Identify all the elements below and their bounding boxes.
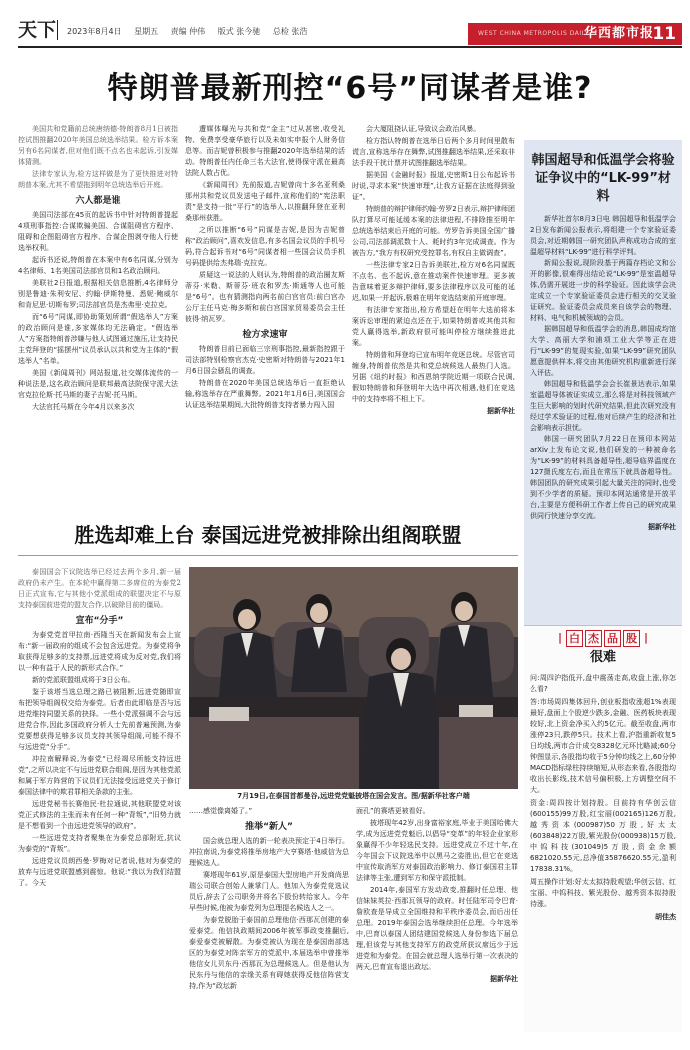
tag-char: 杰 xyxy=(585,630,602,647)
paragraph: 答:市场周四集体回升,创业板指收涨超1%表现最好,盘面上个股逆少跌多,金融、医药板块表现较好,北上资金净买入约5亿元。截至收盘,两市涨停23只,跌停5只。技术上看,沪指重新收复5日均线,两市合计成交8328亿元环比略减;60分钟图显示,各股指均收于5分钟均线之上,60分钟MACD指标绿柱持续缩短,从形态来看,各股指均收出长影线,技术信号偏积极,上方调整空间不大。 xyxy=(530,698,676,794)
paragraph: 会大厦阻挠认证,导致议会政治风暴。 xyxy=(366,125,481,133)
issue-weekday: 星期五 xyxy=(134,27,159,36)
paragraph: 为泰党党首甲拉南·西隆当天在新闻发布会上宣布:“新一届政府的组成不会包含远进党。为泰党将争取获得足够多的支持票,远进党将成为反对党,我们将以一种有益于人民的新形式合作。” xyxy=(18,631,181,672)
article1-lead: 美国共和党籍前总统唐纳德·特朗普8月1日被指控试图推翻2020年美国总统选举结果。检方诉本案另有6名同谋者,但对他们既不点名也未起诉,引发媒体猜测。 xyxy=(18,125,178,166)
paragraph: 远进党议员朗西曼·罗梅对记者说,他对为泰党的放弃与远进党联盟感到震惊。他说:“我以为我们结盟了。今天 xyxy=(18,857,181,887)
parliament-scene xyxy=(189,567,518,789)
article2-byline: 据新华社 xyxy=(490,975,518,983)
paragraph: 特朗普和拜登均已宣布明年竞逐总统。尽管官司缠身,特朗普依然是共和党总统候选人最热门人选。另据《纽约时报》和西恩纳学院近期一项联合民调,假如特朗普和拜登明年大选中再次相遇,他们在竞选中的支持率将不相上下。 xyxy=(352,351,515,403)
article1-byline: 据新华社 xyxy=(487,407,515,415)
article2-lead: 泰国国会下议院选举已经过去两个多月,新一届政府仍未产生。在本轮中赢得第二多席位的为泰党2日正式宣布,它与其他小党派组成的联盟决定不与原支持泰国前进党的盟友合作,以破除目前的僵局。 xyxy=(18,568,181,609)
paragraph: 而“6号”同谋,即协助策划所谓“假选举人”方案的政治顾问是谁,多家媒体均无法确定。“假选举人”方案指特朗普涉嫌与他人试图通过施压,让支持民主党拜登的“摇摆州”议员承认以共和党为主体的“假选举人”名单。 xyxy=(18,313,178,365)
parliament-photo xyxy=(189,567,518,789)
article1-subhead-1: 六人都是谁 xyxy=(75,196,121,206)
paragraph: 起诉书还说,特朗普在本案中有6名同谋,分别为4名律师、1名美国司法部官员和1名政治顾问。 xyxy=(18,256,178,275)
paragraph: 之所以推断“6号”同谋是吉妮,是因为吉妮曾称“政治顾问”,喜欢发信息,有多名国会议员的手机号码,符合起诉书对“6号”同谋者相一些国会议员手机号码提供给杰弗瑞·克拉克。 xyxy=(185,226,345,267)
paragraph: 赛塔现年61岁,原是泰国大型房地产开发商尚思瑞公司联合创始人兼掌门人。他加入为泰党竞选议员后,辞去了公司职务并将名下股份转给家人。今年早些时候,他被为泰党列为总理提名候选人之一。 xyxy=(189,871,349,912)
paragraph: ……感觉像离婚了。” xyxy=(189,807,253,815)
photo-caption: 7月19日,在泰国首都曼谷,远进党党魁披塔在国会发言。图/据新华社客户端 xyxy=(237,792,470,800)
article2-column-1 xyxy=(18,567,181,1037)
stock-column-title: 很难 xyxy=(589,650,616,665)
tag-bracket-icon: | xyxy=(557,631,563,644)
stock-byline: 胡佳杰 xyxy=(655,913,676,921)
paragraph: 特朗普在2020年美国总统选举后一直拒绝认输,称选举存在严重舞弊。2021年1月6日,美国国会认证选举结果期间,大批特朗普支持者暴力闯入国 xyxy=(185,379,345,409)
article1-lead-2: 法律专家认为,检方这样做是为了更快推进对特朗普本案,尤其不希望拖到明年总统选举后开庭。 xyxy=(18,170,178,189)
paragraph: 特朗普的辩护律师约翰·劳罗2日表示,辩护律师团队打算尽可能延缓本案的法律进程,不排除推至明年总统选举结束后开庭的可能。劳罗告诉美国全国广播公司,司法部调派数十人、耗时约3年完成调查。作为被告方,“我方有权研究受控罪名,有权自主做调查”。 xyxy=(352,205,515,257)
paragraph: 遭媒体曝光与共和党“金主”过从甚密,收受礼物、免费享受豪华旅行以及未如实申报个人财务信息等。而吉妮曾积极参与推翻2020年选举结果的活动。特朗普任内任命三名大法官,使得保守派在最高法院人数占优。 xyxy=(185,125,345,177)
paragraph: 资金:周四按计划持股。目前持有华创云信(600155)99万股,红宝丽(002165)126万股,越秀资本(000987)50万股,好太太(603848)22万股,紫光股份(000938)15万股,中钨科技(301049)5万股,资金余额6821020.55元,总净值35876620.55元,盈利17838.31%。 xyxy=(530,799,676,873)
article2-subhead-1: 宣布“分手” xyxy=(75,616,124,626)
tag-bracket-icon: | xyxy=(643,631,649,644)
paragraph: 面孔”的赛塔更被看好。 xyxy=(356,807,430,815)
paragraph: 检方指认特朗普在选举日后两个多月时间里散布谎言,宣称选举存在舞弊,试图推翻选举结果,还采取非法手段干扰计票并试图推翻选举结果。 xyxy=(352,137,515,167)
article2-column-2 xyxy=(189,806,349,1037)
article1-subhead-2: 检方求速审 xyxy=(242,330,288,340)
editor-credit: 责编 仲伟 xyxy=(170,27,206,36)
paragraph: 据美国《金融时报》报道,史密斯1日公布起诉书时说,寻求本案“快速审理”,让我方证据在法庭得到验证”。 xyxy=(352,171,515,201)
brand-bar xyxy=(468,23,682,45)
headline-rule xyxy=(18,555,518,556)
section-name: 天下 xyxy=(18,19,57,41)
paragraph: 新闻公报说,现阶段基于两篇存档论文和公开的影像,很难得出结论说“LK-99”是室温超导体,仍需开展进一步的科学验证。因此该学会决定成立一个专家验证委员会进行相关的交叉验证研究。验证委员会成员来自该学会的物理、材料、电气和机械领域的会员。 xyxy=(530,259,676,322)
newspaper-logo: 华西都市报 xyxy=(584,26,655,41)
paragraph: 新的党派联盟组成将于3日公布。 xyxy=(32,676,135,684)
issue-date: 2023年8月4日 xyxy=(67,27,122,36)
paragraph: 一些法律专家2日告诉美联社,检方对6名同谋既不点名、也不起诉,意在推动案件快速审理。更多被告意味着更多辩护律师,要多法律程序以及可能的延迟,如果一并起诉,极难在明年竞选结束前开庭审理。 xyxy=(352,261,515,302)
paragraph: 美国司法部在45页的起诉书中针对特朗普提起4项刑事指控:合谋欺骗美国、合谋阻碍官方程序、阻碍和企图阻碍官方程序、合谋企图剥夺他人行使选举权利。 xyxy=(18,211,178,252)
paragraph: 冲拉南解释说,为泰党“已经竭尽所能支持远进党”,之所以决定不与远进党联合组阁,是因为其他党派和属于军方阵营的下议员们无法接受远进党关于修订泰国法律中的欺君罪相关条款的主张。 xyxy=(18,755,181,796)
headline-thailand: 胜选却难上台 泰国远进党被排除出组阁联盟 xyxy=(74,523,462,547)
paragraph: 国会就总理人选的新一轮表决预定于4日举行。冲拉南说,为泰党将推举房地产大亨赛塔·他威信为总理候选人。 xyxy=(189,837,349,867)
headline-trump: 特朗普最新刑控“6号”同谋者是谁? xyxy=(107,71,593,106)
paragraph: 《新闻周刊》先前报道,吉妮曾向十多名亚利桑那州共和党议员发送电子邮件,宣称他们的“宪法职责”是支持一批“平行”的选举人,以推翻拜登在亚利桑那州获胜。 xyxy=(185,181,345,222)
sidebar-title: 韩国超导和低温学会将验证争议中的“LK-99”材料 xyxy=(531,153,675,204)
sidebar-byline: 据新华社 xyxy=(648,523,676,531)
paragraph: 问:周四沪指低开,盘中震荡走高,收盘上涨,你怎么看? xyxy=(530,674,676,693)
paragraph: 2014年,泰国军方发动政变,推翻时任总理、他信妹妹英拉·西那瓦领导的政府。时任陆军司令巴育·詹欧查是导成立全国维持和平秩序委员会,而后出任总理。2019年泰国会选举继续担任总理。今年选举中,巴育以泰国人团结建国党候选人身份参选下届总理,但该党与其他支持军方的政党所获议席远少于远进党和为泰党。在国会就总理人选举行第一次表决的两天,巴育宣布退出政坛。 xyxy=(356,886,518,971)
tag-char: 股 xyxy=(623,630,640,647)
paragraph: 美联社2日报道,根据相关信息推断,4名律师分别是鲁迪·朱利安尼、约翰·伊斯特曼、悉妮·鲍威尔和肯尼思·切斯布罗;司法部官员是杰弗里·克拉克。 xyxy=(18,279,178,309)
header-divider xyxy=(57,20,58,40)
paragraph: 为泰党脱胎于泰国前总理他信·西那瓦创建的泰爱泰党。他信执政期间2006年被军事政变推翻后,泰爱泰党被解散。为泰党被认为现在是泰国南部选区的为泰党对阵亲军方的党派中,本届选举中曾推举他信女儿贝东丹·西那瓦为总理候选人。但是他认为民东丹与他信的亲缘关系有碍她获得反他信阵营支持,作为“政坛新 xyxy=(189,916,349,990)
paragraph: 据韩国超导和低温学会的消息,韩国成均馆大学、高丽大学和浦项工业大学等正在进行“LK-99”的复现实验,如果“LK-99”研究团队愿意提供样本,将交由其他研究机构重新进行深入评估。 xyxy=(530,325,676,377)
paragraph: 特朗普目前已面临三宗刑事指控,最新指控跟于司法部特别检察官杰克·史密斯对特朗普与2021年1月6日国会骚乱的调查。 xyxy=(185,345,345,375)
page-header xyxy=(0,0,690,46)
paragraph: 大法官托马斯在今年4月以来多次 xyxy=(32,403,135,411)
article2-column-3 xyxy=(356,806,518,1037)
paragraph: 韩国超导和低温学会会长崔景达表示,如果室温超导体被证实成立,那么将是对科技领域产生巨大影响的划时代研究结果,但此次研究没有经过学术验证的过程,他对后续产生的经济和社会影响表示担忧。 xyxy=(530,380,676,432)
tag-char: 品 xyxy=(604,630,621,647)
paragraph: 美国《新闻周刊》网站报道,社交媒体流传的一种说法是,这名政治顾问是联邦最高法院保守派大法官克拉伦斯·托马斯的妻子吉妮·托马斯。 xyxy=(18,369,178,399)
paragraph: 周五操作计划:好太太拟持股观望;华创云信、红宝丽、中钨科技、紫光股份、越秀资本拟持股待涨。 xyxy=(530,878,676,908)
page-number: 11 xyxy=(652,24,676,44)
sidebar-body xyxy=(524,214,682,533)
brand-english: WEST CHINA METROPOLIS DAILY xyxy=(478,30,589,37)
paragraph: 韩国一研究团队7月22日在预印本网站arXiv上发布论文说,他们研发的一种被命名为“LK-99”的材料具备超导性,超导临界温度在127摄氏度左右,而且在常压下就具备超导性。韩国团队的研究成果引起大量关注的同时,也受到不少学者的质疑。预印本网站通常是开放平台,主要是方便科研工作者上传自己的研究成果供同行快速分享交流。 xyxy=(530,435,676,520)
stock-column xyxy=(524,625,682,1032)
tag-char: 白 xyxy=(566,630,583,647)
paragraph: 一些远进党支持者聚集在为泰党总部附近,抗议为泰党的“背叛”。 xyxy=(18,834,181,853)
article1-column-3 xyxy=(352,124,515,512)
header-rule xyxy=(18,46,682,48)
paragraph: 鉴于该塔当选总理之路已被阻断,远进党随即宣布把领导组阁权交给为泰党。后者由此即临是否与远进党维持同盟关系的抉择。一些小党派强调不会与远进党合作,因此多国政府分析人士先前普遍预测,为泰党要想获得足够多议员支持其领导组阁,可能不得不与远进党“分手”。 xyxy=(18,688,181,751)
stock-column-tags xyxy=(524,630,682,647)
check-credit: 总检 张浩 xyxy=(272,27,308,36)
paragraph: 质疑这一说法的人则认为,特朗普的政治圈友斯蒂芬·米勒、斯蒂芬·班农和罗杰·斯通等人也可能是“6号”。也有猜测指向两名前白宫官员:前白宫办公厅主任马克·梅多斯和前白宫国家贸易委员会主任彼得·纳瓦罗。 xyxy=(185,271,345,323)
article2-subhead-2: 推举“新人” xyxy=(245,822,293,832)
stock-column-body xyxy=(524,673,682,923)
layout-credit: 版式 张今驰 xyxy=(217,27,261,36)
article1-column-1 xyxy=(18,124,178,512)
paragraph: 有法律专家指出,检方希望赶在明年大选前将本案诉讼审理的紧迫点还在于,如果特朗普或其他共和党人赢得选举,新政府很可能叫停检方继续推进此案。 xyxy=(352,306,515,347)
paragraph: 远进党秘书长赛他民·杜拉通说,其他联盟党对该党正式修法的主张而未有任何一种“背叛”,“旧势力就是不想看到一个由远进党领导的政府”。 xyxy=(18,800,181,830)
paragraph: 新华社首尔8月3日电 韩国超导和低温学会2日发布新闻公报表示,将组建一个专家验证委员会,对近期韩国一研究团队声称成功合成的室温超导材料“LK-99”进行科学评判。 xyxy=(530,215,676,256)
header-meta xyxy=(67,27,317,37)
paragraph: 披塔现年42岁,出身富裕家庭,毕业于美国哈佛大学,成为远进党党魁后,以倡导“变革”的年轻企业家形象赢得不少年轻选民支持。远进党成立不过十年,在今年国会下议院选举中以黑马之姿胜出,但它在竞选中宣传取消军方对泰国政治影响力、修订泰国君主罪法律等主张,遭到军方和保守派抵制。 xyxy=(356,819,518,882)
article1-column-2 xyxy=(185,124,345,512)
